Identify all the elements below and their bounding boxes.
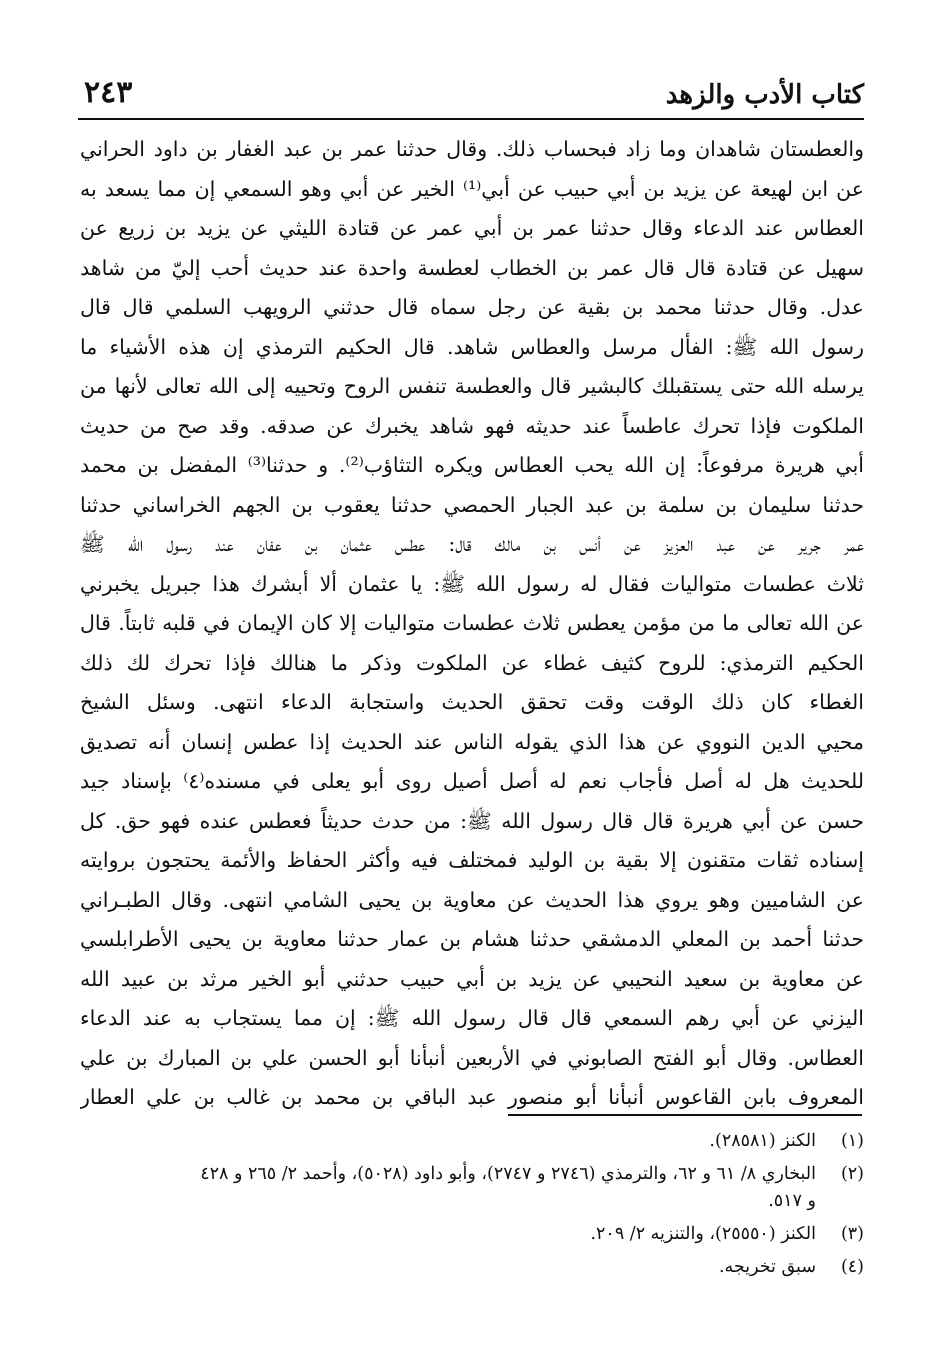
footnote [80, 1161, 864, 1215]
text-line: والعطستان شاهدان وما زاد فبحساب ذلك. وقال حدثنا عمر بن عبد الغفار بن داود الحراني [80, 137, 864, 161]
page-header [80, 74, 864, 118]
text-line: عن ابن لهيعة عن يزيد بن أبي حبيب عن أبي⁽¹⁾ الخير عن أبي وهو السمعي إن مما يسعد به [80, 176, 864, 201]
footnote-number: (١) [840, 1131, 864, 1151]
text-line: يرسله الله حتى يستقبلك كالبشير قال والعطسة تنفس الروح وتحييه إلى الله تعالى لأنها من [80, 374, 864, 398]
text-line: عمر جرير عن عبد العزيز عن أنس بن مالك قال: عطس عثمان بن عفان عند رسول الله ﷺ [80, 532, 864, 556]
text-line: عن الله تعالى ما من مؤمن يعطس ثلاث عطسات متواليات إلا كان الإيمان في قلبه ثابتاً. قال [80, 611, 864, 635]
text-line: حسن عن أبي هريرة قال قال رسول الله ﷺ: من حدث حديثاً فعطس عنده فهو حق. كل [80, 808, 864, 833]
header-divider [78, 118, 864, 120]
text-line: عن الشاميين وهو يروي هذا الحديث عن معاوية بن يحيى الشامي انتهى. وقال الطبـراني [80, 887, 864, 912]
text-line: المعروف بابن القاعوس أنبأنا أبو منصور عبد الباقي بن محمد بن غالب بن علي العطار [80, 1085, 864, 1109]
footnote [80, 1221, 864, 1248]
footnote-number: (٢) [840, 1164, 864, 1184]
text-line: الملكوت فإذا تحرك عاطساً عند حديثه فهو شاهد يخبرك عن صدقه. وقد صح من حديث [80, 413, 864, 438]
text-line: العطاس عند الدعاء وقال حدثنا عمر بن أبي عمر عن قتادة الليثي عن يزيد بن زريع عن [80, 216, 864, 240]
footnote-text: الكنز (٢٨٥٨١). [709, 1131, 816, 1151]
page-number: ٢٤٣ [84, 75, 133, 110]
footnote-text: الكنز (٢٥٥٥٠)، والتنزيه ٢/ ٢٠٩. [590, 1224, 816, 1244]
footnote-text: البخاري ٨/ ٦١ و ٦٢، والترمذي (٢٧٤٦ و ٢٧٤٧)، وأبو داود (٥٠٢٨)، وأحمد ٢/ ٢٦٥ و ٤٢٨ [200, 1164, 816, 1184]
footnotes [80, 1128, 864, 1281]
text-line: الحكيم الترمذي: للروح كثيف غطاء عن الملكوت وذكر ما هنالك فإذا تحرك لك ذلك [80, 650, 864, 675]
footnote [80, 1254, 864, 1281]
text-line: عدل. وقال حدثنا محمد بن بقية عن رجل سماه قال حدثني الرويهب السلمي قال قال [80, 295, 864, 319]
text-line: حدثنا سليمان بن سلمة بن عبد الجبار الحمصي حدثنا يعقوب بن الجهم الخراساني حدثنا [80, 492, 864, 517]
text-line: ثلاث عطسات متواليات فقال له رسول الله ﷺ: يا عثمان ألا أبشرك هذا جبريل يخبرني [80, 571, 864, 596]
text-line: محيي الدين النووي عن هذا الذي يقوله الناس عند الحديث إذا عطس إنسان أنه تصديق [80, 729, 864, 754]
footnote [80, 1128, 864, 1155]
footnote-number: (٤) [840, 1257, 864, 1277]
text-line: سهيل عن قتادة قال قال عمر بن الخطاب لعطسة واحدة عند حديث أحب إليّ من شاهد [80, 255, 864, 280]
footnote-continuation: و ٥١٧. [768, 1191, 816, 1211]
text-line: إسناده ثقات متقنون إلا بقية بن الوليد فمختلف فيه وأكثر الحفاظ والأئمة يحتجون بروايته [80, 848, 864, 872]
main-text [80, 130, 864, 1118]
footnote-number: (٣) [840, 1224, 864, 1244]
text-line: أبي هريرة مرفوعاً: إن الله يحب العطاس ويكره التثاؤب⁽²⁾. و حدثنا⁽³⁾ المفضل بن محمد [80, 453, 864, 477]
text-line: الغطاء كان ذلك الوقت وقت تحقق الحديث واستجابة الدعاء انتهى. وسئل الشيخ [80, 690, 864, 714]
running-title: كتاب الأدب والزهد [665, 80, 864, 110]
text-line: رسول الله ﷺ: الفأل مرسل والعطاس شاهد. قال الحكيم الترمذي إن هذه الأشياء ما [80, 334, 864, 359]
text-line: عن معاوية بن سعيد النحيبي عن يزيد بن أبي حبيب حدثني أبو الخير مرثد بن عبيد الله [80, 966, 864, 991]
text-line: اليزني عن أبي رهم السمعي قال قال رسول الله ﷺ: إن مما يستجاب به عند الدعاء [80, 1006, 864, 1030]
footnote-divider [508, 1114, 862, 1116]
text-line: العطاس. وقال أبو الفتح الصابوني في الأربعين أنبأنا أبو الحسن علي بن المبارك بن علي [80, 1045, 864, 1070]
text-line: للحديث هل له أصل فأجاب نعم له أصل أصيل روى أبو يعلى في مسنده⁽٤⁾ بإسناد جيد [80, 769, 864, 793]
footnote-text: سبق تخريجه. [718, 1257, 816, 1277]
text-line: حدثنا أحمد بن المعلي الدمشقي حدثنا هشام بن عمار حدثنا معاوية بن يحيى الأطرابلسي [80, 927, 864, 951]
